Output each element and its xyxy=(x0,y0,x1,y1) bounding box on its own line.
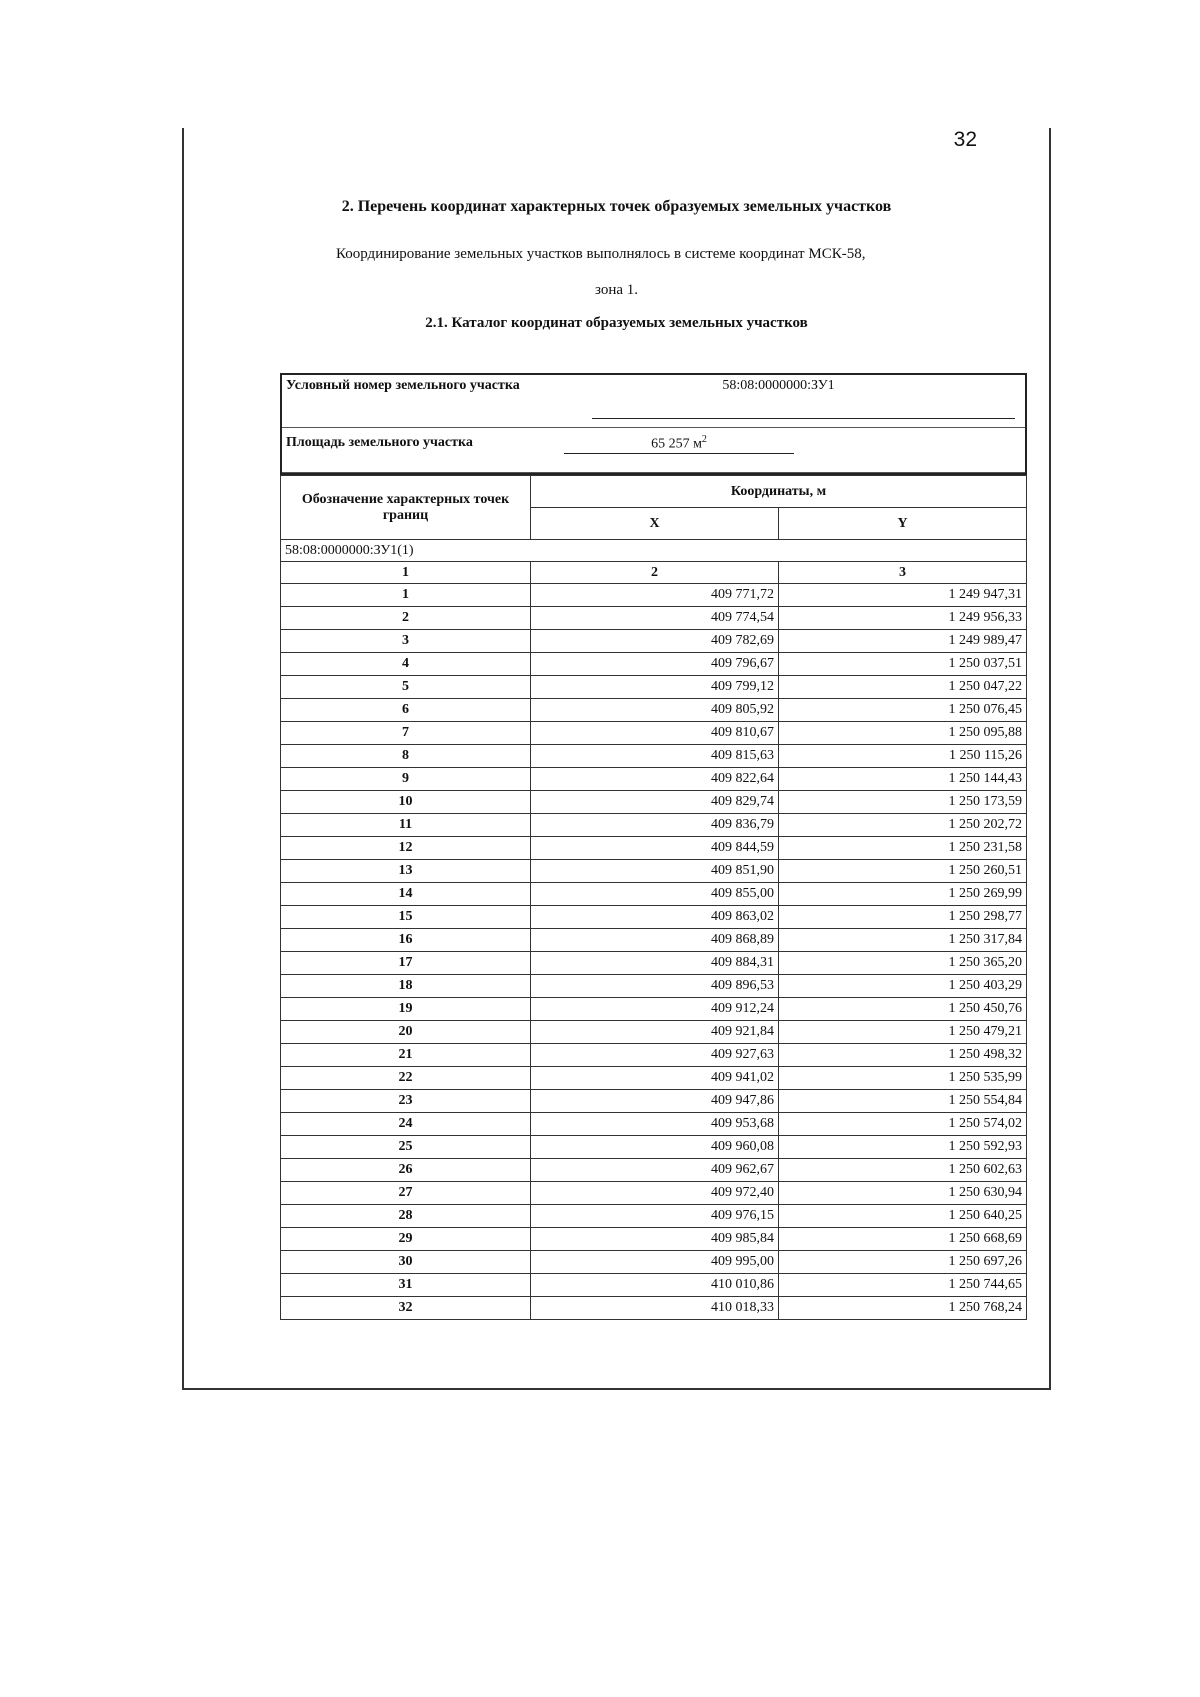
point-number: 10 xyxy=(281,791,531,814)
x-coordinate: 409 799,12 xyxy=(531,676,779,699)
point-number: 7 xyxy=(281,722,531,745)
point-number: 20 xyxy=(281,1021,531,1044)
coordinates-grid xyxy=(280,475,1027,1320)
x-coordinate: 409 995,00 xyxy=(531,1251,779,1274)
point-number: 3 xyxy=(281,630,531,653)
table-row xyxy=(281,1274,1027,1297)
table-row xyxy=(281,1251,1027,1274)
y-coordinate: 1 250 602,63 xyxy=(779,1159,1027,1182)
point-number: 6 xyxy=(281,699,531,722)
intro-line-2: зона 1. xyxy=(594,282,639,298)
y-coordinate: 1 250 365,20 xyxy=(779,952,1027,975)
x-coordinate: 409 896,53 xyxy=(531,975,779,998)
y-coordinate: 1 249 947,31 xyxy=(779,584,1027,607)
y-coordinate: 1 250 298,77 xyxy=(779,906,1027,929)
y-coordinate: 1 250 498,32 xyxy=(779,1044,1027,1067)
table-row xyxy=(281,1067,1027,1090)
column-index-2: 2 xyxy=(531,562,779,584)
x-coordinate: 409 985,84 xyxy=(531,1228,779,1251)
column-index-3: 3 xyxy=(779,562,1027,584)
point-number: 14 xyxy=(281,883,531,906)
cadastral-number-value xyxy=(532,375,1025,427)
y-coordinate: 1 250 640,25 xyxy=(779,1205,1027,1228)
table-row xyxy=(281,630,1027,653)
point-number: 1 xyxy=(281,584,531,607)
y-coordinate: 1 250 768,24 xyxy=(779,1297,1027,1320)
x-coordinate: 409 941,02 xyxy=(531,1067,779,1090)
y-coordinate: 1 250 535,99 xyxy=(779,1067,1027,1090)
section-title: 2. Перечень координат характерных точек образуемых земельных участков xyxy=(341,198,892,215)
contour-row xyxy=(281,540,1027,562)
column-index-1: 1 xyxy=(281,562,531,584)
y-coordinate: 1 250 231,58 xyxy=(779,837,1027,860)
column-index-row xyxy=(281,562,1027,584)
y-coordinate: 1 250 260,51 xyxy=(779,860,1027,883)
table-row xyxy=(281,860,1027,883)
table-row xyxy=(281,906,1027,929)
x-coordinate: 410 010,86 xyxy=(531,1274,779,1297)
coordinates-table xyxy=(280,373,1027,1320)
point-number: 24 xyxy=(281,1113,531,1136)
y-header: Y xyxy=(779,508,1027,540)
table-row xyxy=(281,1297,1027,1320)
table-row xyxy=(281,1182,1027,1205)
table-row xyxy=(281,653,1027,676)
point-number: 21 xyxy=(281,1044,531,1067)
y-coordinate: 1 250 144,43 xyxy=(779,768,1027,791)
point-number: 22 xyxy=(281,1067,531,1090)
x-coordinate: 409 851,90 xyxy=(531,860,779,883)
area-unit: м xyxy=(693,436,702,452)
y-coordinate: 1 250 479,21 xyxy=(779,1021,1027,1044)
x-coordinate: 409 796,67 xyxy=(531,653,779,676)
table-row xyxy=(281,1044,1027,1067)
table-row xyxy=(281,1136,1027,1159)
y-coordinate: 1 250 095,88 xyxy=(779,722,1027,745)
table-row xyxy=(281,1090,1027,1113)
x-header: X xyxy=(531,508,779,540)
x-coordinate: 409 836,79 xyxy=(531,814,779,837)
y-coordinate: 1 250 630,94 xyxy=(779,1182,1027,1205)
table-row xyxy=(281,929,1027,952)
table-row xyxy=(281,1228,1027,1251)
area-value xyxy=(564,428,794,454)
table-row xyxy=(281,837,1027,860)
x-coordinate: 409 962,67 xyxy=(531,1159,779,1182)
point-number: 29 xyxy=(281,1228,531,1251)
point-number: 13 xyxy=(281,860,531,883)
cadastral-number-text: 58:08:0000000:ЗУ1 xyxy=(722,378,835,393)
table-row xyxy=(281,791,1027,814)
x-coordinate: 409 912,24 xyxy=(531,998,779,1021)
cadastral-number-row xyxy=(282,375,1025,428)
x-coordinate: 409 868,89 xyxy=(531,929,779,952)
point-number: 23 xyxy=(281,1090,531,1113)
x-coordinate: 409 953,68 xyxy=(531,1113,779,1136)
table-row xyxy=(281,952,1027,975)
table-row xyxy=(281,722,1027,745)
y-coordinate: 1 250 173,59 xyxy=(779,791,1027,814)
point-number: 2 xyxy=(281,607,531,630)
y-coordinate: 1 250 403,29 xyxy=(779,975,1027,998)
y-coordinate: 1 250 554,84 xyxy=(779,1090,1027,1113)
point-number: 5 xyxy=(281,676,531,699)
area-number: 65 257 xyxy=(651,436,690,452)
x-coordinate: 409 884,31 xyxy=(531,952,779,975)
x-coordinate: 409 947,86 xyxy=(531,1090,779,1113)
x-coordinate: 409 829,74 xyxy=(531,791,779,814)
point-number: 4 xyxy=(281,653,531,676)
y-coordinate: 1 250 269,99 xyxy=(779,883,1027,906)
table-row xyxy=(281,607,1027,630)
x-coordinate: 409 855,00 xyxy=(531,883,779,906)
point-number: 25 xyxy=(281,1136,531,1159)
x-coordinate: 409 815,63 xyxy=(531,745,779,768)
x-coordinate: 409 960,08 xyxy=(531,1136,779,1159)
y-coordinate: 1 250 047,22 xyxy=(779,676,1027,699)
coordinates-header: Координаты, м xyxy=(531,476,1027,508)
table-row xyxy=(281,768,1027,791)
table-row xyxy=(281,1113,1027,1136)
page-frame xyxy=(182,128,1051,1390)
point-number: 28 xyxy=(281,1205,531,1228)
y-coordinate: 1 249 956,33 xyxy=(779,607,1027,630)
point-number: 8 xyxy=(281,745,531,768)
point-number: 16 xyxy=(281,929,531,952)
table-row xyxy=(281,699,1027,722)
area-unit-superscript: 2 xyxy=(701,434,707,445)
x-coordinate: 409 972,40 xyxy=(531,1182,779,1205)
point-number: 27 xyxy=(281,1182,531,1205)
y-coordinate: 1 250 697,26 xyxy=(779,1251,1027,1274)
table-row xyxy=(281,883,1027,906)
x-coordinate: 409 844,59 xyxy=(531,837,779,860)
table-row xyxy=(281,998,1027,1021)
point-number: 26 xyxy=(281,1159,531,1182)
points-column-header: Обозначение характерных точек границ xyxy=(281,476,531,540)
x-coordinate: 409 976,15 xyxy=(531,1205,779,1228)
point-number: 9 xyxy=(281,768,531,791)
point-number: 11 xyxy=(281,814,531,837)
y-coordinate: 1 250 450,76 xyxy=(779,998,1027,1021)
y-coordinate: 1 250 317,84 xyxy=(779,929,1027,952)
table-row xyxy=(281,676,1027,699)
table-row xyxy=(281,1205,1027,1228)
table-row xyxy=(281,1159,1027,1182)
table-row xyxy=(281,584,1027,607)
y-coordinate: 1 250 202,72 xyxy=(779,814,1027,837)
y-coordinate: 1 250 744,65 xyxy=(779,1274,1027,1297)
point-number: 32 xyxy=(281,1297,531,1320)
column-header-row xyxy=(281,476,1027,508)
area-row xyxy=(282,428,1025,473)
point-number: 12 xyxy=(281,837,531,860)
y-coordinate: 1 250 076,45 xyxy=(779,699,1027,722)
x-coordinate: 410 018,33 xyxy=(531,1297,779,1320)
x-coordinate: 409 863,02 xyxy=(531,906,779,929)
y-coordinate: 1 250 115,26 xyxy=(779,745,1027,768)
cadastral-number-label: Условный номер земельного участка xyxy=(286,378,520,393)
point-number: 18 xyxy=(281,975,531,998)
x-coordinate: 409 822,64 xyxy=(531,768,779,791)
point-number: 31 xyxy=(281,1274,531,1297)
underline xyxy=(592,418,1015,419)
table-row xyxy=(281,745,1027,768)
point-number: 19 xyxy=(281,998,531,1021)
point-number: 17 xyxy=(281,952,531,975)
intro-line-1: Координирование земельных участков выполнялось в системе координат МСК-58, xyxy=(336,246,866,262)
table-row xyxy=(281,975,1027,998)
parcel-header xyxy=(280,373,1027,475)
point-number: 30 xyxy=(281,1251,531,1274)
area-label: Площадь земельного участка xyxy=(286,435,473,450)
y-coordinate: 1 250 574,02 xyxy=(779,1113,1027,1136)
table-row xyxy=(281,1021,1027,1044)
x-coordinate: 409 782,69 xyxy=(531,630,779,653)
catalog-subtitle: 2.1. Каталог координат образуемых земельных участков xyxy=(425,315,808,331)
point-number: 15 xyxy=(281,906,531,929)
x-coordinate: 409 810,67 xyxy=(531,722,779,745)
y-coordinate: 1 250 592,93 xyxy=(779,1136,1027,1159)
y-coordinate: 1 250 668,69 xyxy=(779,1228,1027,1251)
x-coordinate: 409 774,54 xyxy=(531,607,779,630)
x-coordinate: 409 805,92 xyxy=(531,699,779,722)
page-number: 32 xyxy=(953,128,977,151)
x-coordinate: 409 921,84 xyxy=(531,1021,779,1044)
x-coordinate: 409 771,72 xyxy=(531,584,779,607)
table-row xyxy=(281,814,1027,837)
y-coordinate: 1 249 989,47 xyxy=(779,630,1027,653)
y-coordinate: 1 250 037,51 xyxy=(779,653,1027,676)
contour-label: 58:08:0000000:ЗУ1(1) xyxy=(281,540,1027,562)
x-coordinate: 409 927,63 xyxy=(531,1044,779,1067)
